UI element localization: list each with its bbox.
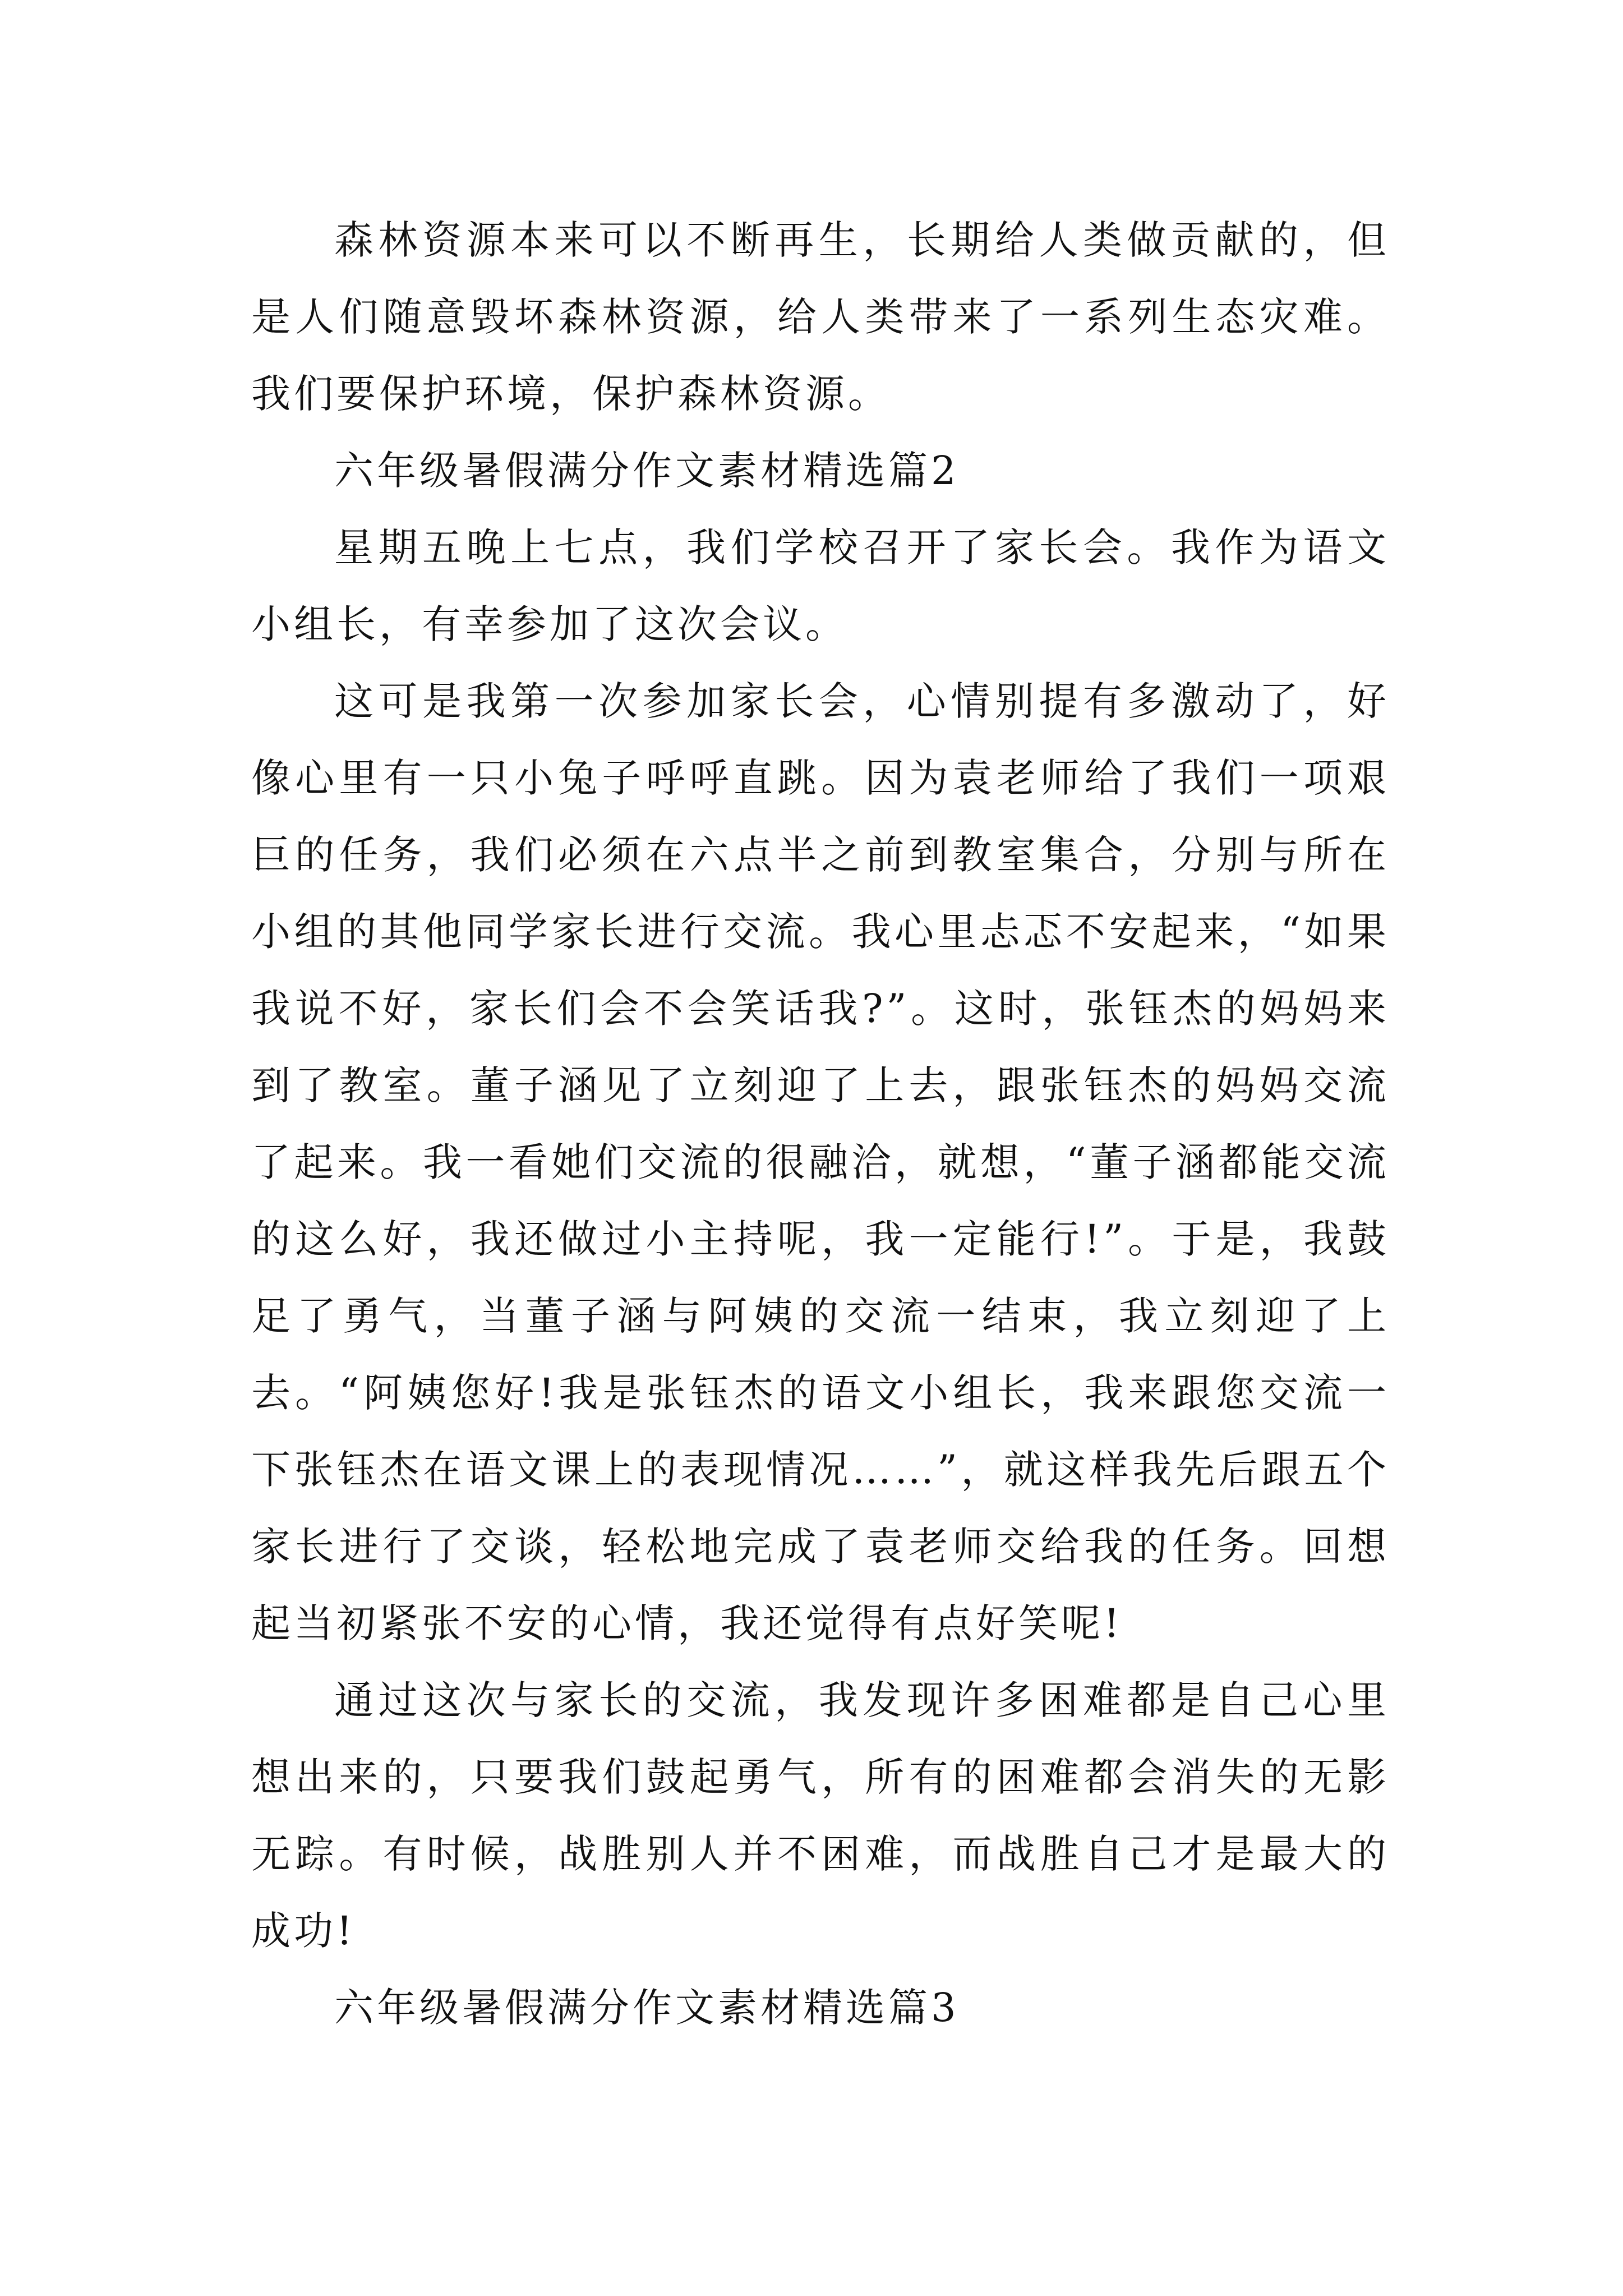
paragraph-forest-resources: 森林资源本来可以不断再生，长期给人类做贡献的，但是人们随意毁坏森林资源，给人类带来了一系列生态灾难。我们要保护环境，保护森林资源。 <box>251 217 1390 417</box>
section-heading-2: 六年级暑假满分作文素材精选篇2 <box>334 448 960 494</box>
document-body <box>251 202 1390 2046</box>
paragraph-parent-meeting-story: 这可是我第一次参加家长会，心情别提有多激动了，好像心里有一只小兔子呼呼直跳。因为袁老师给了我们一项艰巨的任务，我们必须在六点半之前到教室集合，分别与所在小组的其他同学家长进行交流。我心里忐忑不安起来，“如果我说不好，家长们会不会笑话我?”。这时，张钰杰的妈妈来到了教室。董子涵见了立刻迎了上去，跟张钰杰的妈妈交流了起来。我一看她们交流的很融洽，就想，“董子涵都能交流的这么好，我还做过小主持呢，我一定能行!”。于是，我鼓足了勇气，当董子涵与阿姨的交流一结束，我立刻迎了上去。“阿姨您好!我是张钰杰的语文小组长，我来跟您交流一下张钰杰在语文课上的表现情况……”，就这样我先后跟五个家长进行了交谈，轻松地完成了袁老师交给我的任务。回想起当初紧张不安的心情，我还觉得有点好笑呢! <box>251 678 1390 1646</box>
paragraph-conclusion: 通过这次与家长的交流，我发现许多困难都是自己心里想出来的，只要我们鼓起勇气，所有的困难都会消失的无影无踪。有时候，战胜别人并不困难，而战胜自己才是最大的成功! <box>251 1677 1390 1954</box>
section-heading-3: 六年级暑假满分作文素材精选篇3 <box>334 1985 960 2031</box>
paragraph-parent-meeting-intro: 星期五晚上七点，我们学校召开了家长会。我作为语文小组长，有幸参加了这次会议。 <box>251 524 1390 647</box>
